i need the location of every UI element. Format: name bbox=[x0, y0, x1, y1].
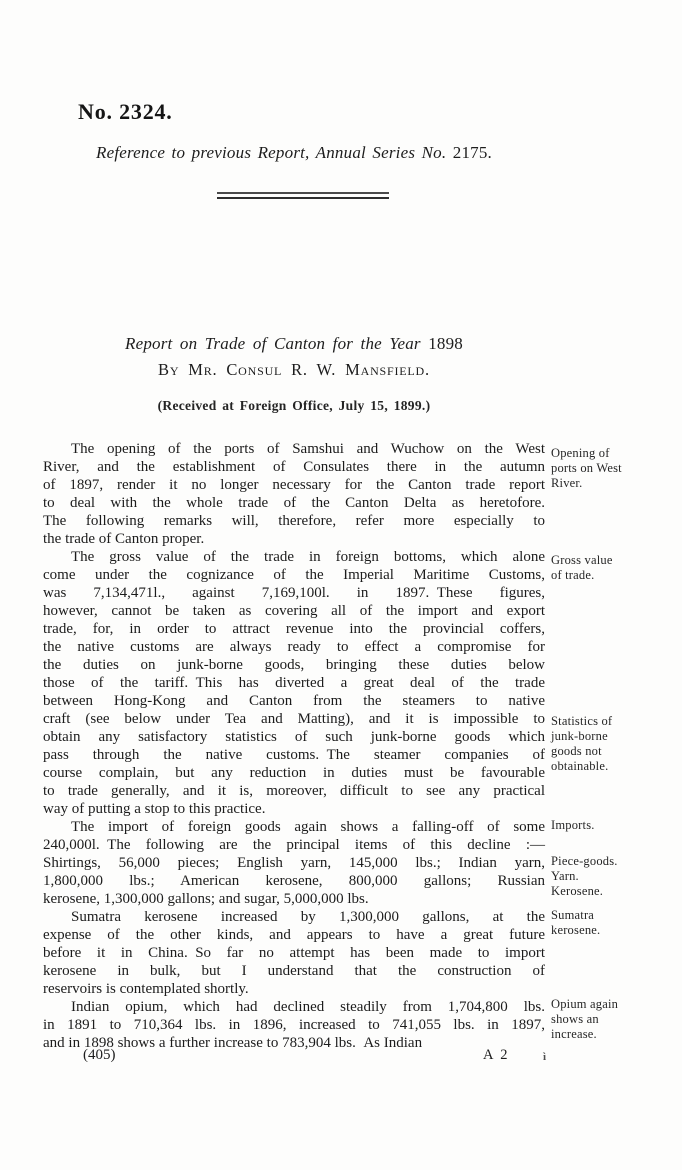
page-signature-right: A 2 bbox=[483, 1047, 508, 1063]
margin-note-line: ports on West bbox=[551, 461, 622, 475]
margin-note bbox=[551, 446, 673, 491]
report-title bbox=[43, 334, 545, 354]
margin-note bbox=[551, 854, 673, 899]
text-line: The import of foreign goods again shows a falling-off of some bbox=[71, 819, 545, 835]
text-line: obtain any satisfactory statistics of such junk-borne goods which bbox=[43, 729, 545, 745]
text-line: The following remarks will, therefore, refer more especially to bbox=[43, 513, 545, 529]
text-line: between Hong-Kong and Canton from the steamers to native bbox=[43, 693, 545, 709]
margin-note-line: increase. bbox=[551, 1027, 597, 1041]
text-line: 240,000l. The following are the principal items of this decline :— bbox=[43, 837, 545, 853]
text-line: course complain, but any reduction in duties must be favourable bbox=[43, 765, 545, 781]
margin-note-line: Sumatra bbox=[551, 908, 595, 922]
margin-note bbox=[551, 818, 673, 833]
reference-series-number: 2175. bbox=[452, 143, 492, 162]
text-line: River, and the establishment of Consulates there in the autumn bbox=[43, 459, 545, 475]
text-line: to deal with the whole trade of the Canton Delta as heretofore. bbox=[43, 495, 545, 511]
text-line: to trade generally, and it is, moreover, difficult to see any practical bbox=[43, 783, 545, 799]
text-line: Sumatra kerosene increased by 1,300,000 gallons, at the bbox=[71, 909, 545, 925]
margin-note-line: Piece-goods. bbox=[551, 854, 618, 868]
author-byline: By Mr. Consul R. W. Mansfield. bbox=[158, 360, 430, 379]
divider-double-rule bbox=[217, 192, 389, 199]
text-line: of 1897, render it no longer necessary for the Canton trade report bbox=[43, 477, 545, 493]
margin-note bbox=[551, 553, 673, 583]
margin-note-line: obtainable. bbox=[551, 759, 609, 773]
margin-note-line: goods not bbox=[551, 744, 602, 758]
report-number: No. 2324. bbox=[78, 99, 173, 124]
text-line: the duties on junk-borne goods, bringing these duties below bbox=[43, 657, 545, 673]
margin-note-line: Yarn. bbox=[551, 869, 579, 883]
text-line: Indian opium, which had declined steadily from 1,704,800 lbs. bbox=[71, 999, 545, 1015]
report-body bbox=[43, 440, 545, 1052]
text-line: the trade of Canton proper. bbox=[43, 531, 205, 547]
margin-note-line: of trade. bbox=[551, 568, 595, 582]
text-line: 1,800,000 lbs.; American kerosene, 800,000 gallons; Russian bbox=[43, 873, 545, 889]
text-line: expense of the other kinds, and appears to have a great future bbox=[43, 927, 545, 943]
reference-line bbox=[43, 143, 545, 163]
margin-note-line: Imports. bbox=[551, 818, 595, 832]
margin-note bbox=[551, 908, 673, 938]
text-line: craft (see below under Tea and Matting), and it is impossible to bbox=[43, 711, 545, 727]
margin-note-line: shows an bbox=[551, 1012, 599, 1026]
text-line: and in 1898 shows a further increase to 783,904 lbs. As Indian bbox=[43, 1035, 423, 1051]
text-line: however, cannot be taken as covering all of the import and export bbox=[43, 603, 545, 619]
report-title-text: Report on Trade of Canton for the Year bbox=[124, 334, 421, 353]
print-artifact: ì bbox=[543, 1051, 547, 1063]
text-line: Shirtings, 56,000 pieces; English yarn, 145,000 lbs.; Indian yarn, bbox=[43, 855, 545, 871]
report-title-year: 1898 bbox=[428, 334, 463, 353]
text-line: way of putting a stop to this practice. bbox=[43, 801, 266, 817]
rule-bottom bbox=[217, 197, 389, 199]
text-line: kerosene in bulk, but I understand that the construction of bbox=[43, 963, 545, 979]
margin-note-line: Opening of bbox=[551, 446, 610, 460]
margin-note bbox=[551, 714, 673, 774]
text-line: trade, for, in order to attract revenue into the provincial coffers, bbox=[43, 621, 545, 637]
text-line: before it in China. So far no attempt has been made to import bbox=[43, 945, 545, 961]
margin-note-line: River. bbox=[551, 476, 583, 490]
page-signature-left: (405) bbox=[83, 1047, 116, 1063]
text-line: the native customs are always ready to effect a compromise for bbox=[43, 639, 545, 655]
margin-note-line: Statistics of bbox=[551, 714, 613, 728]
margin-note bbox=[551, 997, 673, 1042]
margin-note-line: Gross value bbox=[551, 553, 613, 567]
text-line: The gross value of the trade in foreign bottoms, which alone bbox=[71, 549, 545, 565]
reference-text: Reference to previous Report, Annual Series No. bbox=[95, 143, 447, 162]
text-line: pass through the native customs. The steamer companies of bbox=[43, 747, 545, 763]
text-line: come under the cognizance of the Imperial Maritime Customs, bbox=[43, 567, 545, 583]
text-line: those of the tariff. This has diverted a great deal of the trade bbox=[43, 675, 545, 691]
received-line: (Received at Foreign Office, July 15, 1899.) bbox=[157, 398, 431, 413]
text-line: in 1891 to 710,364 lbs. in 1896, increased to 741,055 lbs. in 1897, bbox=[43, 1017, 545, 1033]
margin-note-line: kerosene. bbox=[551, 923, 601, 937]
text-line: reservoirs is contemplated shortly. bbox=[43, 981, 249, 997]
text-line: kerosene, 1,300,000 gallons; and sugar, 5,000,000 lbs. bbox=[43, 891, 369, 907]
rule-top bbox=[217, 192, 389, 194]
text-line: was 7,134,471l., against 7,169,100l. in 1897. These figures, bbox=[43, 585, 545, 601]
margin-note-line: Opium again bbox=[551, 997, 619, 1011]
text-line: The opening of the ports of Samshui and Wuchow on the West bbox=[71, 441, 545, 457]
margin-note-line: Kerosene. bbox=[551, 884, 604, 898]
margin-note-line: junk-borne bbox=[551, 729, 608, 743]
